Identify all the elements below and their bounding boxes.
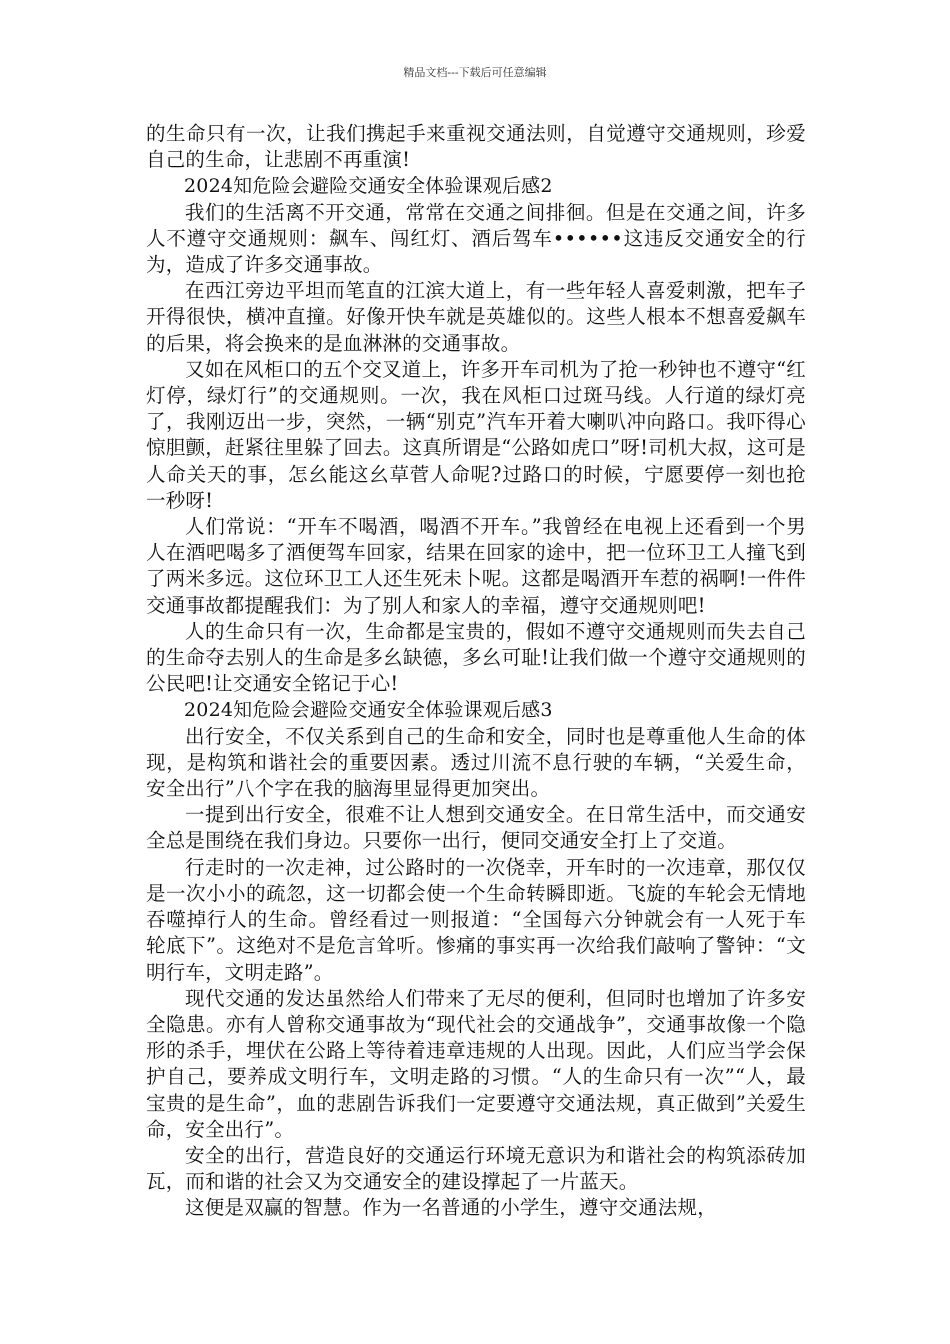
paragraph-11: 安全的出行，营造良好的交通运行环境无意识为和谐社会的构筑添砖加瓦，而和谐的社会又为交通安全的建设撑起了一片蓝天。 xyxy=(146,1143,806,1194)
page-header: 精品文档---下载后可任意编辑 xyxy=(403,66,547,79)
paragraph-10: 现代交通的发达虽然给人们带来了无尽的便利，但同时也增加了许多安全隐患。亦有人曾称交通事故为“现代社会的交通战争”，交通事故像一个隐形的杀手，埋伏在公路上等待着违章违规的人出现。因此，人们应当学会保护自己，要养成文明行车，文明走路的习惯。“人的生命只有一次”“人，最宝贵的是生命”，血的悲剧告诉我们一定要遵守交通法规，真正做到”关爱生命，安全出行”。 xyxy=(146,986,806,1141)
paragraph-1: 的生命只有一次，让我们携起手来重视交通法则，自觉遵守交通规则，珍爱自己的生命，让悲剧不再重演! xyxy=(146,122,806,172)
paragraph-12: 这便是双赢的智慧。作为一名普通的小学生，遵守交通法规， xyxy=(185,1196,717,1220)
section-title-3: 2024知危险会避险交通安全体验课观后感3 xyxy=(184,699,553,722)
paragraph-8: 一提到出行安全，很难不让人想到交通安全。在日常生活中，而交通安全总是围绕在我们身边。只要你一出行，便同交通安全打上了交道。 xyxy=(146,803,806,853)
paragraph-4: 又如在风柜口的五个交叉道上，许多开车司机为了抢一秒钟也不遵守“红灯停，绿灯行”的交通规则。一次，我在风柜口过斑马线。人行道的绿灯亮了，我刚迈出一步，突然，一辆“别克”汽车开着大喇叭冲向路口。我吓得心惊胆颤，赶紧往里躲了回去。这真所谓是“公路如虎口”呀!司机大叔，这可是人命关天的事，怎幺能这幺草菅人命呢?过路口的时候，宁愿要停一刻也抢一秒呀! xyxy=(146,357,806,512)
document-body xyxy=(146,121,806,1222)
paragraph-5: 人们常说：“开车不喝酒，喝酒不开车。”我曾经在电视上还看到一个男人在酒吧喝多了酒便驾车回家，结果在回家的途中，把一位环卫工人撞飞到了两米多远。这位环卫工人还生死未卜呢。这都是喝酒开车惹的祸啊!一件件交通事故都提醒我们：为了别人和家人的幸福，遵守交通规则吧! xyxy=(146,515,806,617)
paragraph-3: 在西江旁边平坦而笔直的江滨大道上，有一些年轻人喜爱刺激，把车子开得很快，横冲直撞。好像开快车就是英雄似的。这些人根本不想喜爱飙车的后果，将会换来的是血淋淋的交通事故。 xyxy=(146,279,806,355)
paragraph-6: 人的生命只有一次，生命都是宝贵的，假如不遵守交通规则而失去自己的生命夺去别人的生命是多幺缺德，多幺可耻!让我们做一个遵守交通规则的公民吧!让交通安全铭记于心! xyxy=(146,619,806,696)
paragraph-9: 行走时的一次走神，过公路时的一次侥幸，开车时的一次违章，那仅仅是一次小小的疏忽，这一切都会使一个生命转瞬即逝。飞旋的车轮会无情地吞噬掉行人的生命。曾经看过一则报道：“全国每六分钟就会有一人死于车轮底下”。这绝对不是危言耸听。惨痛的事实再一次给我们敲响了警钟：“文明行车，文明走路”。 xyxy=(146,855,806,984)
section-title-2: 2024知危险会避险交通安全体验课观后感2 xyxy=(184,175,553,198)
paragraph-2: 我们的生活离不开交通，常常在交通之间排徊。但是在交通之间，许多人不遵守交通规则：飙车、闯红灯、酒后驾车••••••这违反交通安全的行为，造成了许多交通事故。 xyxy=(146,200,806,277)
paragraph-7: 出行安全，不仅关系到自己的生命和安全，同时也是尊重他人生命的体现，是构筑和谐社会的重要因素。透过川流不息行驶的车辆，“关爱生命，安全出行”八个字在我的脑海里显得更加突出。 xyxy=(146,724,806,801)
